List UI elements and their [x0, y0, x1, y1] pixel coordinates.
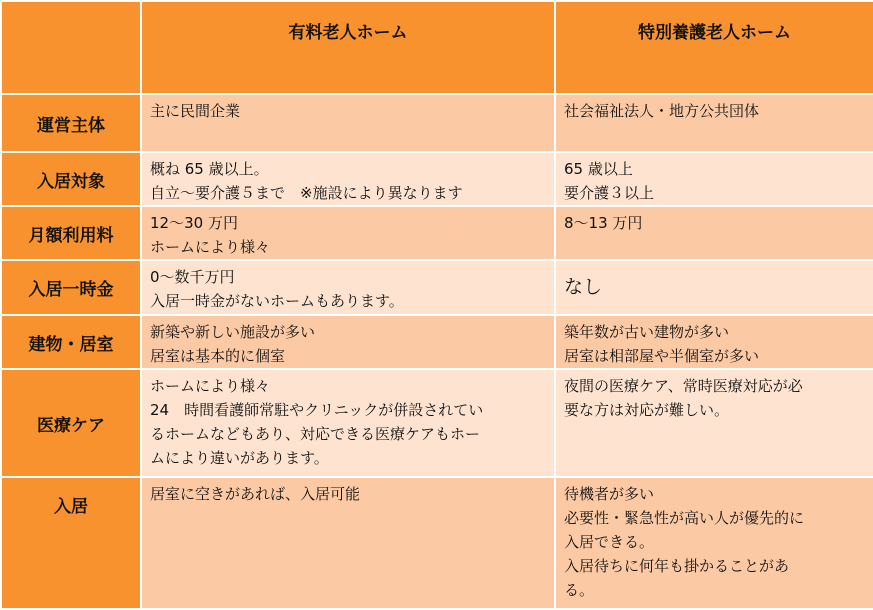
cell-text: 社会福祉法人・地方公共団体 [564, 102, 760, 120]
cell-text: 概ね 65 歳以上。 [150, 160, 269, 178]
cell-text: 築年数が古い建物が多い [564, 323, 730, 341]
cell-text: 夜間の医療ケア、常時医療対応が必 [564, 377, 803, 395]
row-label: 月額利用料 [1, 206, 141, 260]
row-label: 入居一時金 [1, 260, 141, 315]
cell-text: 要介護３以上 [564, 184, 655, 202]
cell-tokuyo [555, 315, 873, 369]
cell-text: 居室は基本的に個室 [150, 347, 286, 365]
cell-text: 0〜数千万円 [150, 268, 235, 286]
cell-text: 必要性・緊急性が高い人が優先的に [564, 509, 805, 527]
cell-tokuyo [555, 369, 873, 477]
cell-text: ムにより違いがあります。 [150, 449, 329, 467]
table-row [1, 206, 873, 260]
cell-tokuyo [555, 152, 873, 206]
header-row [1, 1, 873, 94]
cell-text: 入居一時金がないホームもあります。 [150, 292, 404, 310]
cell-yuryo [141, 206, 555, 260]
cell-yuryo [141, 315, 555, 369]
cell-text: 入居待ちに何年も掛かることがあ [564, 557, 790, 575]
cell-yuryo [141, 369, 555, 477]
cell-tokuyo [555, 477, 873, 609]
row-label: 入居対象 [1, 152, 141, 206]
cell-tokuyo [555, 206, 873, 260]
cell-text: 入居できる。 [564, 533, 655, 551]
cell-text: 新築や新しい施設が多い [150, 323, 316, 341]
cell-yuryo [141, 477, 555, 609]
cell-text: 8〜13 万円 [564, 214, 643, 232]
row-label: 医療ケア [1, 369, 141, 477]
cell-yuryo [141, 152, 555, 206]
cell-text: 要な方は対応が難しい。 [564, 401, 730, 419]
row-label: 運営主体 [1, 94, 141, 152]
cell-text: ホームにより様々 [150, 238, 271, 256]
cell-yuryo [141, 94, 555, 152]
table-row [1, 369, 873, 477]
table-row [1, 94, 873, 152]
table-row [1, 260, 873, 315]
cell-text: 居室に空きがあれば、入居可能 [150, 485, 361, 503]
cell-tokuyo [555, 260, 873, 315]
cell-text: る。 [564, 581, 595, 599]
header-tokuyo: 特別養護老人ホーム [555, 1, 873, 94]
table-row [1, 152, 873, 206]
cell-text: 待機者が多い [564, 485, 655, 503]
cell-text: 24 時間看護師常駐やクリニックが併設されてい [150, 401, 484, 419]
cell-text: 12〜30 万円 [150, 214, 238, 232]
header-yuryo: 有料老人ホーム [141, 1, 555, 94]
header-corner [1, 1, 141, 94]
row-label: 入居 [1, 477, 141, 609]
cell-tokuyo [555, 94, 873, 152]
cell-text: 居室は相部屋や半個室が多い [564, 347, 760, 365]
table-row [1, 315, 873, 369]
cell-text: 自立〜要介護５まで ※施設により異なります [150, 184, 463, 202]
cell-text: 65 歳以上 [564, 160, 633, 178]
cell-yuryo [141, 260, 555, 315]
cell-text: 主に民間企業 [150, 102, 241, 120]
row-label: 建物・居室 [1, 315, 141, 369]
cell-text: ホームにより様々 [150, 377, 271, 395]
cell-text: るホームなどもあり、対応できる医療ケアもホー [150, 425, 481, 443]
cell-text: なし [564, 276, 603, 298]
table-row [1, 477, 873, 609]
